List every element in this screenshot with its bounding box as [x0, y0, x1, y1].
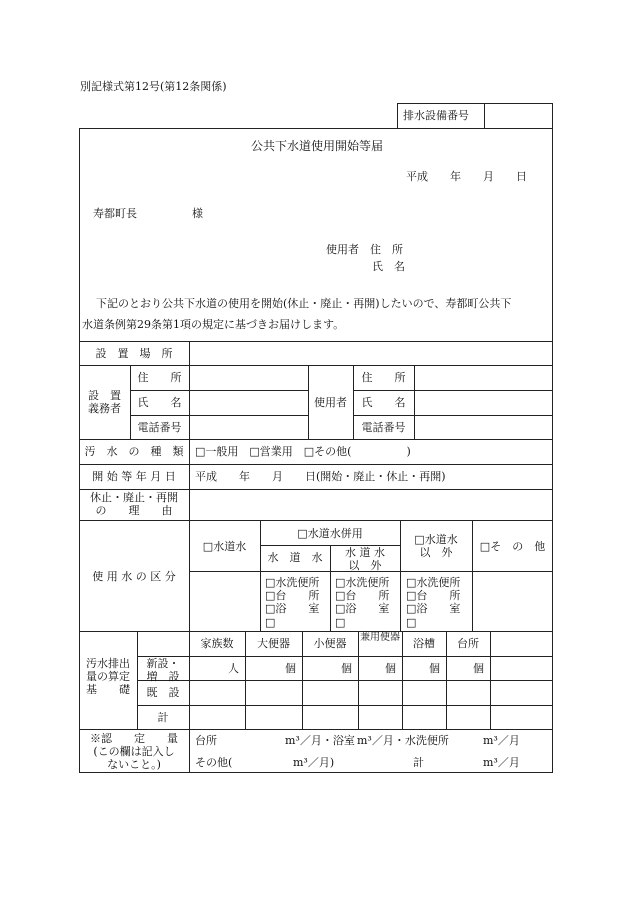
certified-amount-label: ※認 定 量 (この欄は記入し ないこと。) [90, 732, 178, 772]
obligee-address-label: 住 所 [137, 371, 182, 384]
start-date-value: 平成 年 月 日(開始・廃止・休止・再開) [195, 470, 446, 483]
existing-label: 既 設 [146, 686, 180, 699]
date-line: 平成 年 月 日 [406, 170, 527, 183]
user-name-cell-label: 氏 名 [361, 396, 406, 409]
new-install-label: 新設・ 増 設 [146, 657, 180, 684]
cert-other-label: その他( [195, 756, 233, 769]
reason-label: 休止・廃止・再開 の 理 由 [90, 491, 178, 518]
combined-tap-label: 水 道 水 [267, 551, 323, 564]
obligee-tel-label: 電話番号 [137, 421, 182, 434]
user-tel-cell-label: 電話番号 [361, 421, 406, 434]
user-address-label: 使用者 住 所 [326, 243, 403, 256]
unit-count-4: 個 [429, 662, 440, 675]
unit-count-3: 個 [385, 662, 396, 675]
user-name-label: 氏 名 [372, 260, 405, 273]
cert-total-unit: m³／月 [483, 756, 520, 769]
non-tap-water-option: □水道水 以 外 [414, 533, 458, 560]
cert-bath-label: m³／月・浴室 [285, 734, 355, 747]
checklist-combined-tap: □水洗便所 □台 所 □浴 室 □ [265, 576, 320, 629]
tap-water-option: □水道水 [202, 540, 247, 553]
form-number-label: 別記様式第12号(第12条関係) [80, 80, 227, 93]
location-label: 設 置 場 所 [95, 347, 173, 360]
unit-persons: 人 [228, 662, 239, 675]
calc-basis-label: 汚水排出 量の算定 基 礎 [86, 657, 130, 697]
unit-count-5: 個 [473, 662, 484, 675]
header-bathtub: 浴槽 [413, 637, 435, 650]
checklist-combined-other: □水洗便所 □台 所 □浴 室 □ [335, 576, 390, 629]
header-shared-toilet: 兼用便器 [360, 632, 400, 643]
combined-water-option: □水道水併用 [297, 527, 363, 540]
sewage-type-options: □一般用 □営業用 □その他( ) [195, 445, 411, 458]
cert-other-unit: m³／月) [293, 756, 335, 769]
header-family: 家族数 [200, 637, 234, 650]
cert-toilet-unit: m³／月 [483, 734, 520, 747]
unit-count-2: 個 [341, 662, 352, 675]
obligee-label: 設 置 義務者 [88, 389, 121, 416]
header-toilet-small: 小便器 [313, 637, 347, 650]
water-class-label: 使 用 水 の 区 分 [92, 570, 176, 583]
total-label: 計 [157, 711, 169, 724]
obligee-name-label: 氏 名 [137, 396, 182, 409]
header-toilet-large: 大便器 [257, 637, 290, 650]
user-address-cell-label: 住 所 [361, 371, 406, 384]
combined-other-label: 水 道 水 以 外 [345, 546, 385, 573]
unit-count-1: 個 [285, 662, 296, 675]
body-text-2: 水道条例第29条第1項の規定に基づきお届けします。 [82, 318, 345, 331]
start-date-label: 開 始 等 年 月 日 [92, 470, 176, 483]
body-text-1: 下記のとおり公共下水道の使用を開始(休止・廃止・再開)したいので、寿都町公共下 [96, 297, 512, 310]
cert-toilet-label: m³／月・水洗便所 [357, 734, 449, 747]
header-kitchen: 台所 [457, 637, 479, 650]
sewage-type-label: 汚 水 の 種 類 [84, 445, 184, 458]
checklist-non-tap: □水洗便所 □台 所 □浴 室 □ [406, 576, 461, 629]
drain-number-label: 排水設備番号 [403, 109, 469, 122]
form-title: 公共下水道使用開始等届 [251, 139, 384, 153]
user-label: 使用者 [314, 396, 347, 409]
addressee: 寿都町長 様 [93, 207, 203, 220]
cert-kitchen-label: 台所 [195, 734, 217, 747]
other-water-option: □そ の 他 [479, 540, 546, 553]
cert-total-label: 計 [413, 756, 424, 769]
